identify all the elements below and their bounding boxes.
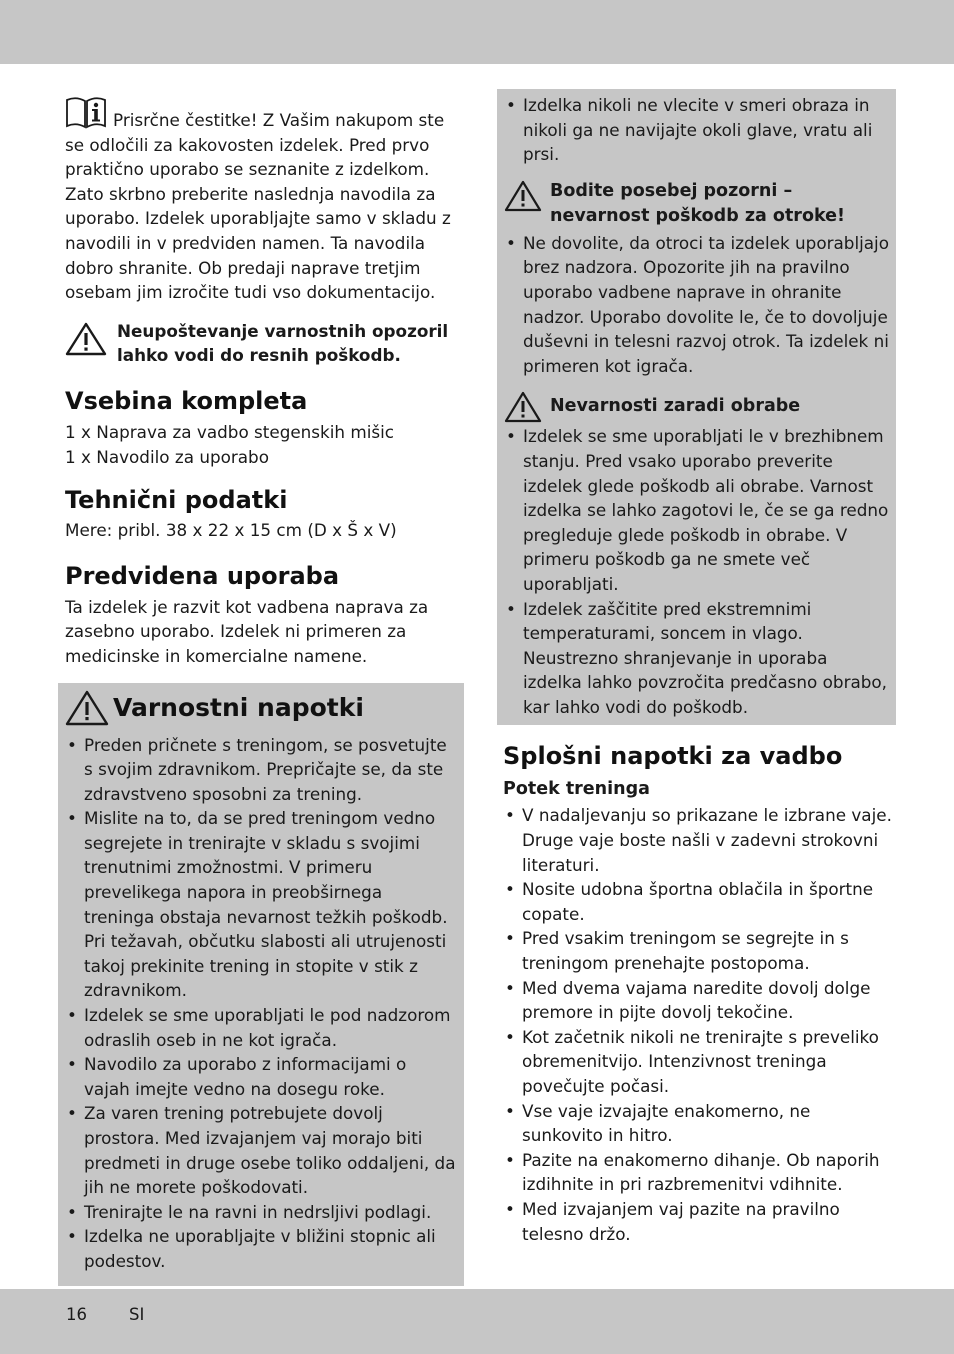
list-item: • V nadaljevanju so prikazane le izbrane vaje. Druge vaje boste našli v zadevni strokovni literaturi.	[503, 803, 896, 877]
intro-section	[65, 96, 457, 305]
intro-warning-text: Neupoštevanje varnostnih opozoril lahko vodi do resnih poškodb.	[117, 320, 449, 366]
list-item: • Med izvajanjem vaj pazite na pravilno telesno držo.	[503, 1197, 896, 1246]
training-list	[503, 803, 896, 1246]
tech-text: Mere: pribl. 38 x 22 x 15 cm (D x Š x V)	[65, 520, 397, 541]
contents-item: 1 x Naprava za vadbo stegenskih mišic	[65, 421, 395, 442]
list-item: • Vse vaje izvajajte enakomerno, ne sunkovito in hitro.	[503, 1099, 896, 1148]
list-item: • Trenirajte le na ravni in nedrsljivi podlagi.	[65, 1200, 457, 1225]
safety-continued-box	[497, 89, 896, 725]
safety-list	[65, 733, 457, 1274]
warning-icon	[504, 390, 542, 424]
list-item: • Navodilo za uporabo z informacijami o vajah imejte vedno na dosegu roke.	[65, 1052, 457, 1101]
header-band	[0, 0, 954, 64]
safety-continued-list	[504, 93, 889, 167]
tech-heading: Tehnični podatki	[65, 486, 288, 515]
wear-warning-title: Nevarnosti zaradi obrabe	[550, 396, 801, 417]
list-item: • Izdelka ne uporabljajte v bližini stopnic ali podestov.	[65, 1224, 457, 1273]
list-item: • Pred vsakim treningom se segrejte in s treningom prenehajte postopoma.	[503, 926, 896, 975]
contents-item: 1 x Navodilo za uporabo	[65, 446, 269, 467]
list-item: • Mislite na to, da se pred treningom vedno segrejete in trenirajte v skladu s svojimi trenutnimi zmožnostmi. V primeru prevelikega napora in preobširnega treninga obstaja nevarnost težkih poškodb. Pri težavah, občutku slabosti ali utrujenosti takoj prekinite trening in stopite v stik z zdravnikom.	[65, 806, 457, 1003]
list-item: • Izdelka nikoli ne vlecite v smeri obraza in nikoli ga ne navijajte okoli glave, vratu ali prsi.	[504, 93, 889, 167]
intro-warning	[65, 319, 457, 368]
children-warning-title: Bodite posebej pozorni – nevarnost poškodb za otroke!	[550, 180, 845, 226]
warning-icon	[65, 321, 107, 357]
list-item: • Ne dovolite, da otroci ta izdelek uporabljajo brez nadzora. Opozorite jih na pravilno uporabo vadbene naprave in ohranite nadzor. Uporabo dovolite le, če to dovoljuje duševni in telesni razvoj otrok. Ta izdelek ni primeren kot igrača.	[504, 231, 889, 379]
safety-box	[58, 683, 464, 1286]
list-item: • Nosite udobna športna oblačila in športne copate.	[503, 877, 896, 926]
page-number: 16	[66, 1305, 87, 1324]
wear-warning	[504, 390, 889, 424]
list-item: • Med dvema vajama naredite dovolj dolge premore in pijte dovolj tekočine.	[503, 976, 896, 1025]
contents-list	[65, 420, 457, 469]
left-column	[65, 96, 457, 1286]
list-item: • Izdelek zaščitite pred ekstremnimi temperaturami, soncem in vlago. Neustrezno shranjevanje in uporaba izdelka lahko povzročita predčasno obrabo, kar lahko vodi do poškodb.	[504, 597, 889, 720]
list-item: • Izdelek se sme uporabljati le v brezhibnem stanju. Pred vsako uporabo preverite izdelek glede poškodb ali obrabe. Varnost izdelka se lahko zagotovi le, če se ga redno pregleduje glede poškodb in obrabe. V primeru poškodb ga ne smete več uporabljati.	[504, 424, 889, 596]
warning-icon	[65, 689, 109, 727]
list-item: • Izdelek se sme uporabljati le pod nadzorom odraslih oseb in ne kot igrača.	[65, 1003, 457, 1052]
manual-info-icon	[65, 96, 107, 130]
children-list	[504, 231, 889, 379]
safety-heading: Varnostni napotki	[113, 692, 364, 722]
list-item: • Kot začetnik nikoli ne trenirajte s preveliko obremenitvijo. Intenzivnost treninga povečujte počasi.	[503, 1025, 896, 1099]
training-heading: Splošni napotki za vadbo	[503, 742, 843, 771]
language-code: SI	[129, 1305, 145, 1324]
contents-heading: Vsebina kompleta	[65, 386, 308, 415]
right-column	[497, 89, 896, 1246]
list-item: • Preden pričnete s treningom, se posvetujte s svojim zdravnikom. Prepričajte se, da ste zdravstveno sposobni za trening.	[65, 733, 457, 807]
intro-text: Prisrčne čestitke! Z Vašim nakupom ste se odločili za kakovosten izdelek. Pred prvo praktično uporabo se seznanite z izdelkom. Zato skrbno preberite naslednja navodila za uporabo. Izdelek uporabljajte samo v skladu z navodili in v predviden namen. Ta navodila dobro shranite. Ob predaji naprave tretjim osebam jim izročite tudi vso dokumentacijo.	[65, 110, 451, 303]
list-item: • Za varen trening potrebujete dovolj prostora. Med izvajanjem vaj morajo biti predmeti in druge osebe toliko oddaljeni, da jih ne morete poškodovati.	[65, 1101, 457, 1199]
warning-icon	[504, 179, 542, 213]
safety-header	[65, 689, 457, 727]
intended-text: Ta izdelek je razvit kot vadbena naprava za zasebno uporabo. Izdelek ni primeren za medicinske in komercialne namene.	[65, 596, 429, 666]
intended-heading: Predvidena uporaba	[65, 561, 340, 590]
wear-list	[504, 424, 889, 719]
list-item: • Pazite na enakomerno dihanje. Ob naporih izdihnite in pri razbremenitvi vdihnite.	[503, 1148, 896, 1197]
training-subheading: Potek treninga	[503, 779, 650, 800]
children-warning	[504, 179, 889, 229]
